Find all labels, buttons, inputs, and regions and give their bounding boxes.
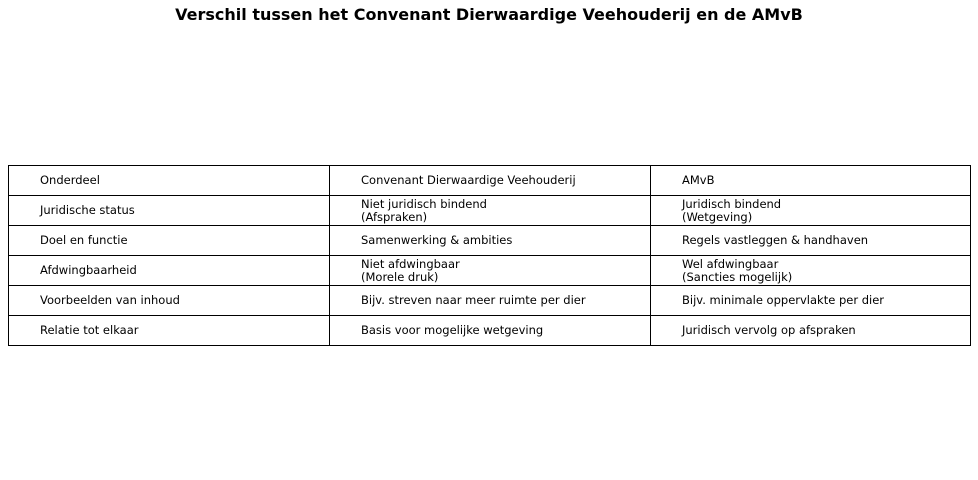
table-cell: Juridisch bindend (Wetgeving) (651, 196, 971, 226)
page-title: Verschil tussen het Convenant Dierwaardige Veehouderij en de AMvB (175, 5, 803, 24)
table-cell: Regels vastleggen & handhaven (651, 226, 971, 256)
table-cell: Doel en functie (9, 226, 330, 256)
table-row (9, 226, 971, 256)
table-cell: Convenant Dierwaardige Veehouderij (330, 166, 651, 196)
table-cell: Voorbeelden van inhoud (9, 286, 330, 316)
table-cell: Bijv. minimale oppervlakte per dier (651, 286, 971, 316)
table-cell: Relatie tot elkaar (9, 316, 330, 346)
table-cell: Afdwingbaarheid (9, 256, 330, 286)
table-cell: Juridische status (9, 196, 330, 226)
table-row (9, 256, 971, 286)
table-cell: Niet juridisch bindend (Afspraken) (330, 196, 651, 226)
table-cell: Bijv. streven naar meer ruimte per dier (330, 286, 651, 316)
table-row (9, 196, 971, 226)
table-cell: Samenwerking & ambities (330, 226, 651, 256)
table-header-row (9, 166, 971, 196)
table-cell: Juridisch vervolg op afspraken (651, 316, 971, 346)
table-cell: Onderdeel (9, 166, 330, 196)
table-row (9, 316, 971, 346)
comparison-table (8, 165, 971, 346)
table-cell: AMvB (651, 166, 971, 196)
table-cell: Niet afdwingbaar (Morele druk) (330, 256, 651, 286)
table-cell: Basis voor mogelijke wetgeving (330, 316, 651, 346)
table-cell: Wel afdwingbaar (Sancties mogelijk) (651, 256, 971, 286)
table-row (9, 286, 971, 316)
